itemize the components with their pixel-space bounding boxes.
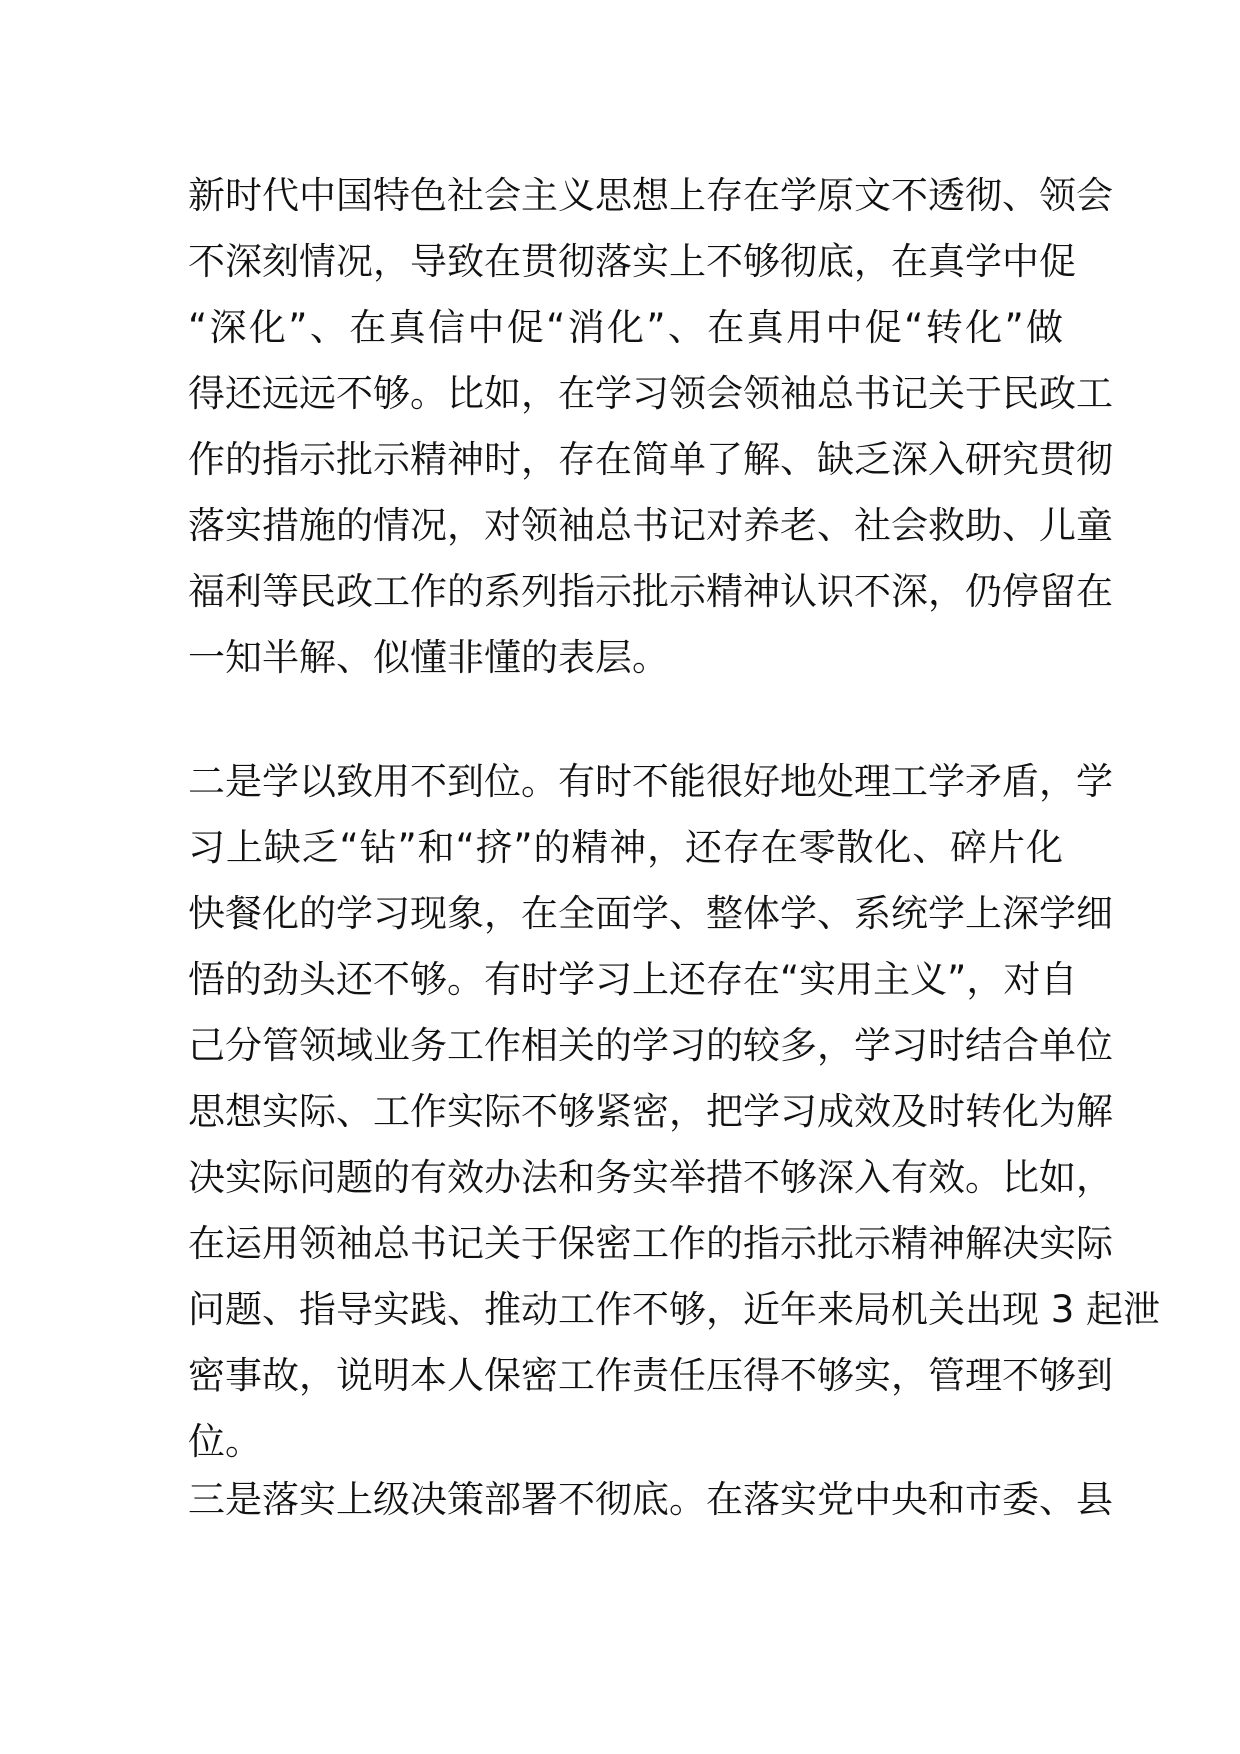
text-line: 三是落实上级决策部署不彻底。在落实党中央和市委、县 — [188, 1478, 1113, 1521]
text-line: “深化”、在真信中促“消化”、在真用中促“转化”做 — [188, 306, 1063, 349]
text-line: 位。 — [188, 1420, 262, 1463]
text-line: 思想实际、工作实际不够紧密，把学习成效及时转化为解 — [188, 1090, 1113, 1133]
text-line: 作的指示批示精神时，存在简单了解、缺乏深入研究贯彻 — [188, 438, 1113, 481]
text-line: 在运用领袖总书记关于保密工作的指示批示精神解决实际 — [188, 1222, 1113, 1265]
text-line: 二是学以致用不到位。有时不能很好地处理工学矛盾，学 — [188, 760, 1113, 803]
text-line: 己分管领域业务工作相关的学习的较多，学习时结合单位 — [188, 1024, 1113, 1067]
text-line: 密事故，说明本人保密工作责任压得不够实，管理不够到 — [188, 1354, 1113, 1397]
text-line: 得还远远不够。比如，在学习领会领袖总书记关于民政工 — [188, 372, 1113, 415]
text-line: 落实措施的情况，对领袖总书记对养老、社会救助、儿童 — [188, 504, 1113, 547]
text-line: 不深刻情况，导致在贯彻落实上不够彻底，在真学中促 — [188, 240, 1076, 283]
text-line: 快餐化的学习现象，在全面学、整体学、系统学上深学细 — [188, 892, 1113, 935]
text-line: 福利等民政工作的系列指示批示精神认识不深，仍停留在 — [188, 570, 1113, 613]
text-line: 习上缺乏“钻”和“挤”的精神，还存在零散化、碎片化 — [188, 826, 1063, 869]
paragraph-implementing-decisions — [188, 1467, 1113, 1533]
text-line: 新时代中国特色社会主义思想上存在学原文不透彻、领会 — [188, 174, 1113, 217]
text-line: 一知半解、似懂非懂的表层。 — [188, 636, 669, 679]
paragraph-study-depth — [188, 163, 1113, 691]
text-line: 悟的劲头还不够。有时学习上还存在“实用主义”，对自 — [188, 958, 1078, 1001]
text-line: 问题、指导实践、推动工作不够，近年来局机关出现 3 起泄 — [188, 1288, 1161, 1331]
paragraph-applying-learning — [188, 749, 1161, 1475]
text-line: 决实际问题的有效办法和务实举措不够深入有效。比如， — [188, 1156, 1113, 1199]
